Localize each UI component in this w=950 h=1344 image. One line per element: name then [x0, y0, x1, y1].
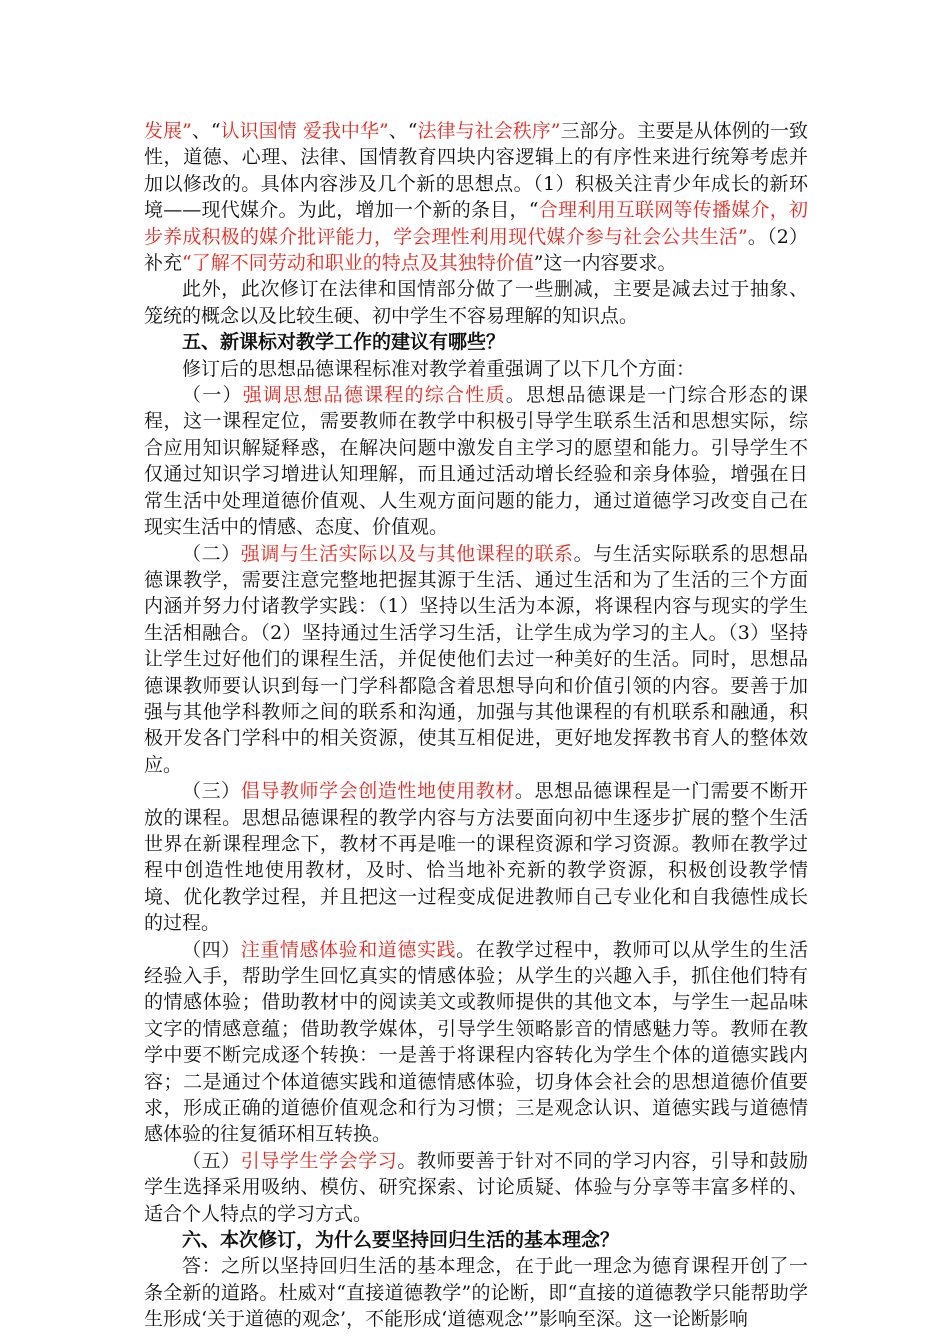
body-paragraph [144, 356, 808, 382]
text-run: 。（2）补充 [144, 225, 809, 275]
text-run: （五） [182, 1149, 241, 1172]
body-paragraph [144, 937, 808, 1148]
text-run: （二） [182, 542, 241, 565]
highlighted-text: 强调与生活实际以及与其他课程的联系 [240, 542, 574, 565]
text-run: 三部分。主要是从体例的一致性，道德、心理、法律、国情教育四块内容逻辑上的有序性来进行统筹考虑并加以修改的。具体内容涉及几个新的思想点。（1）积极关注青少年成长的新环境——现代媒介。为此，增加一个新的条目，“ [144, 120, 809, 222]
text-run: 。思想品德课是一门综合形态的课程，这一课程定位，需要教师在教学中积极引导学生联系生活和思想实际，综合应用知识解疑释惑，在解决问题中激发自主学习的愿望和能力。引导学生不仅通过知识学习增进认知理解，而且通过活动增长经验和亲身体验，增强在日常生活中处理道德价值观、人生观方面问题的能力，通过道德学习改变自己在现实生活中的情感、态度、价值观。 [144, 384, 808, 539]
text-run: 此外，此次修订在法律和国情部分做了一些删减，主要是减去过于抽象、笼统的概念以及比较生硬、初中学生不容易理解的知识点。 [144, 278, 808, 327]
section-heading [144, 1227, 808, 1253]
text-run: 五、新课标对教学工作的建议有哪些？ [182, 331, 506, 354]
body-paragraph [144, 778, 808, 936]
body-paragraph [144, 382, 808, 540]
highlighted-text: 倡导教师学会创造性地使用教材 [240, 780, 515, 803]
text-run: 。教师要善于针对不同的学习内容，引导和鼓励学生选择采用吸纳、模仿、研究探索、讨论质疑、体验与分享等丰富多样的、适合个人特点的学习方式。 [144, 1149, 808, 1225]
section-heading [144, 329, 808, 355]
highlighted-text: 引导学生学会学习 [240, 1149, 398, 1172]
highlighted-text: 发展” [144, 120, 192, 142]
highlighted-text: 法律与社会秩序” [417, 120, 561, 142]
text-run: ”这一内容要求。 [533, 252, 677, 275]
body-paragraph [144, 118, 808, 276]
text-run: （一） [182, 384, 243, 407]
text-run: （四） [182, 938, 241, 961]
document-page [144, 118, 808, 1333]
text-run: 六、本次修订，为什么要坚持回归生活的基本理念？ [182, 1229, 620, 1252]
text-run: 、“ [388, 120, 418, 142]
text-run: 。在教学过程中，教师可以从学生的生活经验入手，帮助学生回忆真实的情感体验；从学生的兴趣入手，抓住他们特有的情感体验；借助教材中的阅读美文或教师提供的其他文本，与学生一起品味文字的情感意蕴；借助教学媒体，引导学生领略影音的情感魅力等。教师在教学中要不断完成逐个转换：一是善于将课程内容转化为学生个体的道德实践内容；二是通过个体道德实践和道德情感体验，切身体会社会的思想道德价值要求，形成正确的道德价值观念和行为习惯；三是观念认识、道德实践与道德情感体验的往复循环相互转换。 [144, 938, 808, 1146]
highlighted-text: 合理利用互联网等传播媒介，初步养成积极的媒介批评能力，学会理性利用现代媒介参与社会公共生活” [144, 199, 808, 248]
body-paragraph [144, 276, 808, 329]
text-run: 、“ [191, 120, 221, 142]
highlighted-text: “了解不同劳动和职业的特点及其独特价值 [182, 252, 534, 275]
text-run: （三） [182, 780, 241, 803]
text-run: 答：之所以坚持回归生活的基本理念，在于此一理念为德育课程开创了一条全新的道路。杜威对“直接道德教学”的论断，即“直接的道德教学只能帮助学生形成‘关于道德的观念’，不能形成‘道德观念’”影响至深。这一论断影响 [144, 1255, 808, 1331]
text-run: 。与生活实际联系的思想品德课教学，需要注意完整地把握其源于生活、通过生活和为了生活的三个方面内涵并努力付诸教学实践：（1）坚持以生活为本源，将课程内容与现实的学生生活相融合。（2）坚持通过生活学习生活，让学生成为学习的主人。（3）坚持让学生过好他们的课程生活，并促使他们去过一种美好的生活。同时，思想品德课教师要认识到每一门学科都隐含着思想导向和价值引领的内容。要善于加强与其他学科教师之间的联系和沟通，加强与其他课程的有机联系和融通，积极开发各门学科中的相关资源，使其互相促进，更好地发挥教书育人的整体效应。 [144, 542, 808, 776]
highlighted-text: 注重情感体验和道德实践 [240, 938, 457, 961]
text-run: 。思想品德课程是一门需要不断开放的课程。思想品德课程的教学内容与方法要面向初中生逐步扩展的整个生活世界在新课程理念下，教材不再是唯一的课程资源和学习资源。教师在教学过程中创造性地使用教材，及时、恰当地补充新的教学资源，积极创设教学情境、优化教学过程，并且把这一过程变成促进教师自己专业化和自我德性成长的过程。 [144, 780, 808, 935]
body-paragraph [144, 1148, 808, 1227]
text-run: 修订后的思想品德课程标准对教学着重强调了以下几个方面： [182, 357, 696, 380]
highlighted-text: 认识国情 爱我中华” [220, 120, 389, 142]
body-paragraph [144, 541, 808, 779]
highlighted-text: 强调思想品德课程的综合性质 [242, 384, 506, 407]
body-paragraph [144, 1253, 808, 1332]
